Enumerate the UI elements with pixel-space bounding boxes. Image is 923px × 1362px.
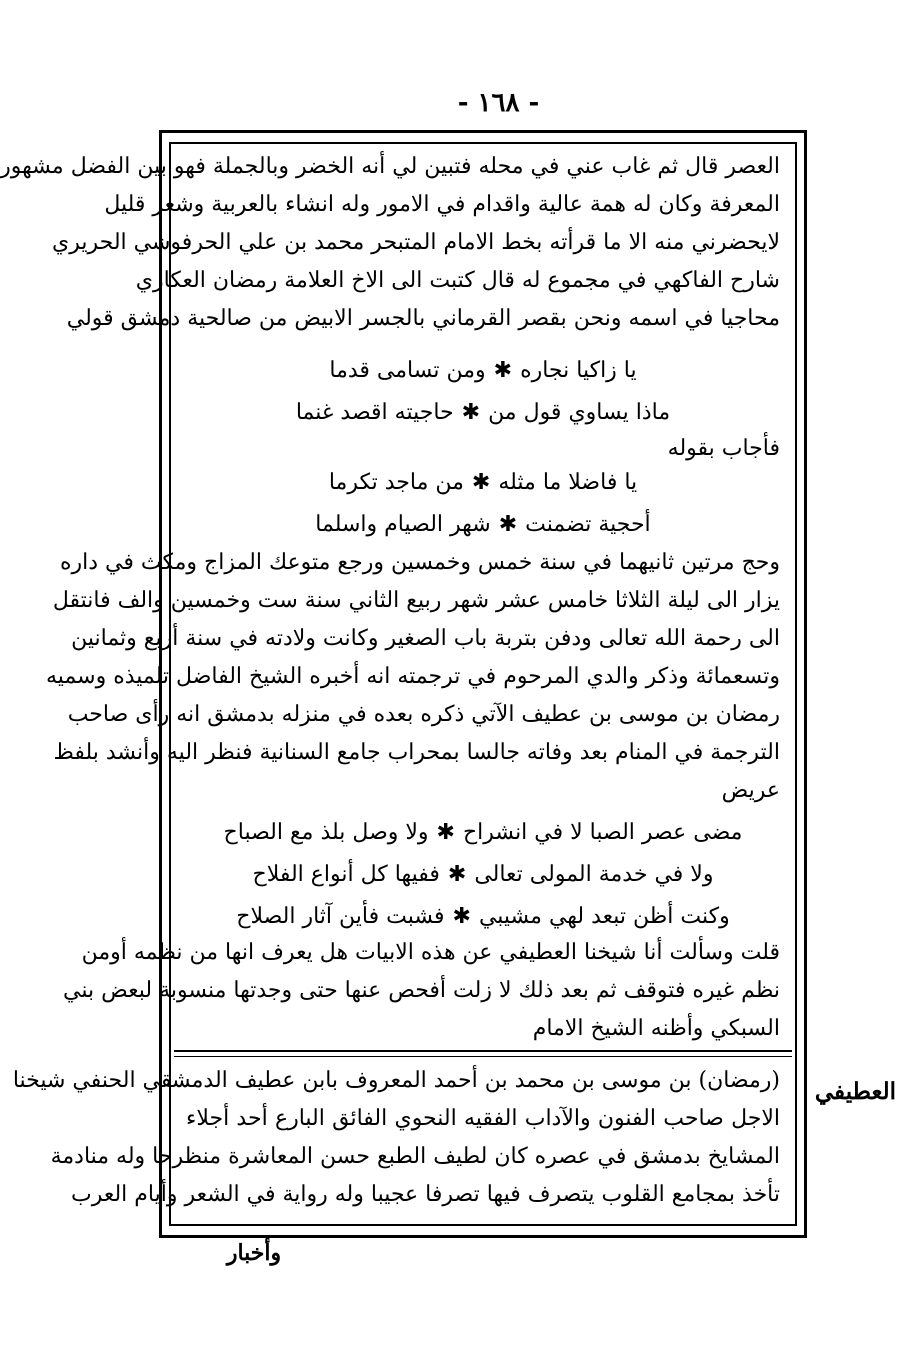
text-line: السبكي وأظنه الشيخ الامام [532, 1016, 780, 1041]
verse-hemistich: أحجية تضمنت [525, 512, 651, 537]
verse-block-a [174, 350, 792, 434]
star-separator-icon: ✱ [436, 820, 455, 845]
catchword: وأخبار [226, 1240, 282, 1266]
section-divider [174, 1050, 792, 1052]
verse-hemistich: وكنت أظن تبعد لهي مشيبي [478, 904, 730, 929]
verse-line [186, 896, 780, 938]
prose-block-d [12, 1062, 792, 1214]
verse-hemistich: ولا في خدمة المولى تعالى [474, 862, 714, 887]
text-line: المعرفة وكان له همة عالية واقدام في الامور وله انشاء بالعربية وشعر قليل [104, 192, 780, 217]
text-line: رمضان بن موسى بن عطيف الآتي ذكره بعده في منزله بدمشق انه رأى صاحب [67, 702, 780, 727]
verse-hemistich: ماذا يساوي قول من [488, 400, 671, 425]
text-line: قلت وسألت أنا شيخنا العطيفي عن هذه الابيات هل يعرف انها من نظمه أومن [81, 940, 780, 965]
verse-hemistich: يا زاكيا نجاره [520, 358, 637, 383]
text-line: يزار الى ليلة الثلاثا خامس عشر شهر ربيع الثاني سنة ست وخمسين والف فانتقل [52, 588, 780, 613]
text-line: العصر قال ثم غاب عني في محله فتبين لي أنه الخضر وبالجملة فهو بين الفضل مشهور [0, 154, 780, 179]
text-line: الترجمة في المنام بعد وفاته جالسا بمحراب جامع السنانية فنظر اليه وأنشد بلفظ [53, 740, 780, 765]
star-separator-icon: ✱ [447, 862, 467, 887]
verse-hemistich: فشبت فأين آثار الصلاح [236, 904, 445, 929]
verse-line [186, 504, 780, 546]
text-line: تأخذ بمجامع القلوب يتصرف فيها تصرفا عجيبا وله رواية في الشعر وأيام العرب [71, 1182, 780, 1207]
margin-note: العطيفي [814, 1078, 896, 1105]
star-separator-icon: ✱ [452, 904, 471, 929]
prose-block-a [0, 148, 792, 338]
text-line: محاجيا في اسمه ونحن بقصر القرماني بالجسر الابيض من صالحية دمشق قولي [66, 306, 780, 331]
text-line: وتسعمائة وذكر والدي المرحوم في ترجمته انه أخبره الشيخ الفاضل تلميذه وسميه [46, 664, 780, 689]
verse-block-c [174, 812, 792, 938]
verse-hemistich: من ماجد تكرما [328, 470, 464, 495]
verse-line [186, 392, 780, 434]
prose-block-c [63, 934, 792, 1048]
verse-hemistich: يا فاضلا ما مثله [498, 470, 638, 495]
verse-hemistich: حاجيته اقصد غنما [295, 400, 454, 425]
verse-line [186, 812, 780, 854]
text-line: لايحضرني منه الا ما قرأته بخط الامام المتبحر محمد بن علي الحرفوشي الحريري [52, 230, 780, 255]
verse-hemistich: شهر الصيام واسلما [315, 512, 491, 537]
page-number: - ١٦٨ - [457, 88, 540, 118]
verse-hemistich: مضى عصر الصبا لا في انشراح [462, 820, 743, 845]
text-line: الى رحمة الله تعالى ودفن بتربة باب الصغير وكانت ولادته في سنة أربع وثمانين [71, 626, 780, 651]
star-separator-icon: ✱ [498, 512, 518, 537]
verse-line [186, 462, 780, 504]
verse-hemistich: ولا وصل بلذ مع الصباح [223, 820, 429, 845]
text-line: فأجاب بقوله [667, 436, 780, 461]
text-line: شارح الفاكهي في مجموع له قال كتبت الى الاخ العلامة رمضان العكاري [135, 268, 780, 293]
text-line: الاجل صاحب الفنون والآداب الفقيه النحوي الفائق البارع أحد أجلاء [186, 1106, 780, 1131]
text-line: المشايخ بدمشق في عصره كان لطيف الطبع حسن المعاشرة منظرحا وله منادمة [50, 1144, 780, 1169]
text-line: نظم غيره فتوقف ثم بعد ذلك لا زلت أفحص عنها حتى وجدتها منسوبة لبعض بني [63, 978, 780, 1003]
star-separator-icon: ✱ [461, 400, 481, 425]
verse-line [186, 350, 780, 392]
verse-line [186, 854, 780, 896]
star-separator-icon: ✱ [493, 358, 513, 383]
verse-block-b [174, 462, 792, 546]
text-line: (رمضان) بن موسى بن محمد بن أحمد المعروف بابن عطيف الدمشقي الحنفي شيخنا [12, 1068, 780, 1093]
section-divider [174, 1056, 792, 1057]
verse-hemistich: ففيها كل أنواع الفلاح [252, 862, 440, 887]
prose-block-b [46, 544, 792, 810]
verse-hemistich: ومن تسامى قدما [329, 358, 486, 383]
text-line: عريض [721, 778, 780, 803]
star-separator-icon: ✱ [471, 470, 491, 495]
text-line: وحج مرتين ثانيهما في سنة خمس وخمسين ورجع متوعك المزاج ومكث في داره [59, 550, 780, 575]
